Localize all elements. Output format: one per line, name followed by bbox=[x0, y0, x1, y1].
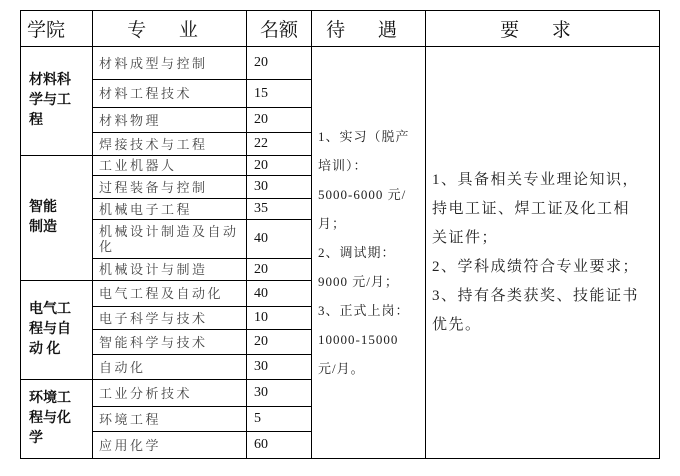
major-cell: 材料物理 bbox=[93, 108, 247, 133]
quota-cell: 60 bbox=[247, 432, 312, 459]
major-cell: 机械设计制造及自动化 bbox=[93, 220, 247, 259]
pay-line: 1、实习（脱产 bbox=[318, 129, 410, 144]
college-name-line: 动 化 bbox=[29, 342, 61, 357]
quota-cell: 20 bbox=[247, 330, 312, 355]
table-row bbox=[21, 47, 660, 80]
pay-line: 9000 元/月； bbox=[318, 274, 399, 289]
college-name-line: 程 bbox=[29, 113, 43, 128]
major-cell: 材料成型与控制 bbox=[93, 47, 247, 80]
pay-line: 3、正式上岗： bbox=[318, 303, 410, 318]
header-row bbox=[21, 11, 660, 47]
major-cell: 机械设计与制造 bbox=[93, 259, 247, 281]
pay-line: 培训）： bbox=[318, 158, 368, 173]
major-cell: 工业分析技术 bbox=[93, 380, 247, 407]
quota-cell: 30 bbox=[247, 176, 312, 199]
requirement-line: 优先。 bbox=[432, 316, 482, 333]
quota-cell: 35 bbox=[247, 199, 312, 220]
quota-cell: 20 bbox=[247, 156, 312, 176]
college-cell bbox=[21, 47, 93, 156]
major-cell: 电子科学与技术 bbox=[93, 307, 247, 330]
quota-cell: 40 bbox=[247, 220, 312, 259]
major-cell: 环境工程 bbox=[93, 407, 247, 432]
quota-cell: 40 bbox=[247, 281, 312, 307]
requirement-line: 2、学科成绩符合专业要求； bbox=[432, 258, 640, 275]
requirement-line: 1、具备相关专业理论知识， bbox=[432, 171, 640, 188]
college-cell bbox=[21, 281, 93, 380]
requirement-line: 3、持有各类获奖、技能证书 bbox=[432, 287, 640, 304]
quota-cell: 5 bbox=[247, 407, 312, 432]
requirement-line: 持电工证、焊工证及化工相 bbox=[432, 200, 631, 217]
header-requirements: 要 求 bbox=[426, 11, 660, 47]
pay-line: 月； bbox=[318, 216, 347, 231]
college-name-line: 电气工 bbox=[29, 302, 71, 317]
header-pay: 待 遇 bbox=[312, 11, 426, 47]
header-major: 专 业 bbox=[93, 11, 247, 47]
major-cell: 焊接技术与工程 bbox=[93, 133, 247, 156]
major-cell: 电气工程及自动化 bbox=[93, 281, 247, 307]
quota-cell: 30 bbox=[247, 355, 312, 380]
recruitment-table bbox=[20, 10, 660, 459]
pay-line: 2、调试期： bbox=[318, 245, 396, 260]
quota-cell: 22 bbox=[247, 133, 312, 156]
major-cell: 过程装备与控制 bbox=[93, 176, 247, 199]
college-name-line: 环境工 bbox=[29, 391, 71, 406]
college-cell bbox=[21, 380, 93, 459]
header-quota: 名额 bbox=[247, 11, 312, 47]
college-name-line: 学 bbox=[29, 431, 43, 446]
quota-cell: 20 bbox=[247, 47, 312, 80]
college-name-line: 程与化 bbox=[29, 411, 71, 426]
college-name: 智能制造 bbox=[29, 200, 57, 235]
college-cell bbox=[21, 156, 93, 281]
major-cell: 材料工程技术 bbox=[93, 80, 247, 108]
pay-line: 10000-15000 bbox=[318, 332, 399, 347]
college-name-line: 材料科 bbox=[29, 73, 71, 88]
college-name-line: 程与自 bbox=[29, 322, 71, 337]
pay-line: 5000-6000 元/ bbox=[318, 187, 407, 202]
pay-line: 元/月。 bbox=[318, 361, 365, 376]
quota-cell: 20 bbox=[247, 108, 312, 133]
major-cell: 应用化学 bbox=[93, 432, 247, 459]
major-cell: 自动化 bbox=[93, 355, 247, 380]
major-cell: 机械电子工程 bbox=[93, 199, 247, 220]
quota-cell: 20 bbox=[247, 259, 312, 281]
college-name-line: 学与工 bbox=[29, 93, 71, 108]
quota-cell: 15 bbox=[247, 80, 312, 108]
quota-cell: 10 bbox=[247, 307, 312, 330]
requirement-line: 关证件； bbox=[432, 229, 499, 246]
header-college: 学院 bbox=[21, 11, 93, 47]
major-cell: 工业机器人 bbox=[93, 156, 247, 176]
requirements-cell bbox=[426, 47, 660, 459]
pay-cell bbox=[312, 47, 426, 459]
quota-cell: 30 bbox=[247, 380, 312, 407]
major-cell: 智能科学与技术 bbox=[93, 330, 247, 355]
